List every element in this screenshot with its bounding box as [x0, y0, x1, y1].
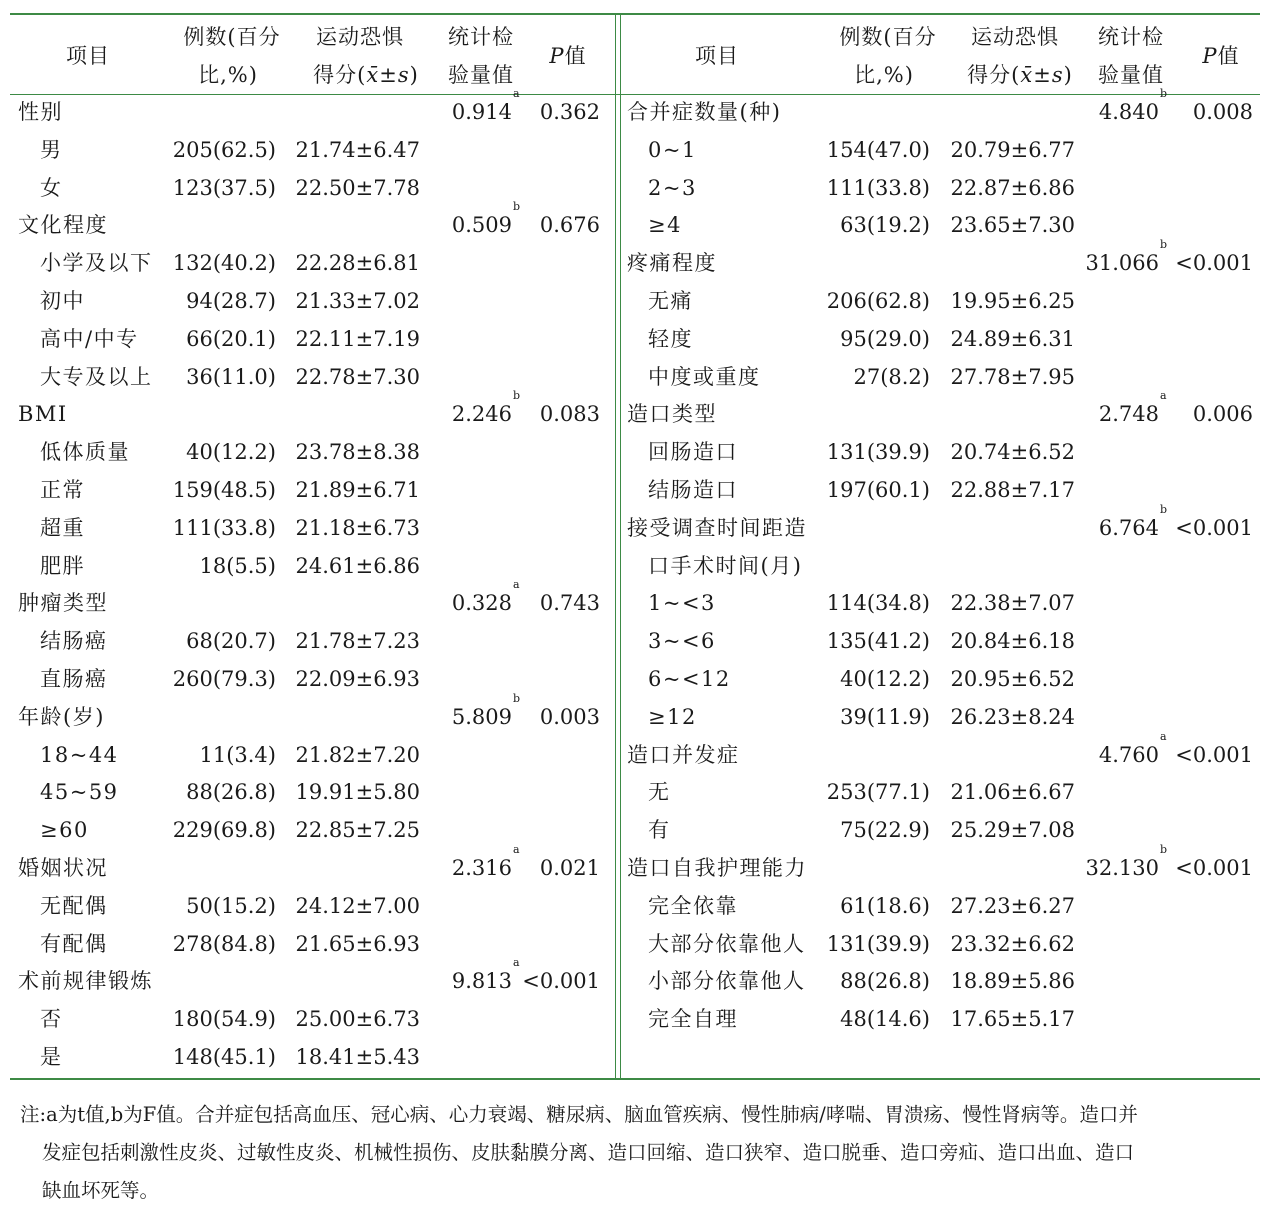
row-count: 48(14.6) [840, 1007, 930, 1032]
row-score: 21.65±6.93 [295, 931, 420, 956]
row-p-value: 0.003 [539, 704, 600, 729]
row-sub-label: 2~3 [648, 175, 697, 200]
row-score: 27.78±7.95 [950, 364, 1075, 389]
row-count: 154(47.0) [826, 137, 930, 162]
note-line-3: 缺血坏死等。 [42, 1179, 160, 1202]
header-item: 项目 [695, 44, 739, 68]
row-count: 253(77.1) [826, 780, 930, 805]
header-score-line1: 运动恐惧 [316, 25, 404, 49]
row-score: 24.61±6.86 [295, 553, 420, 578]
row-count: 40(12.2) [186, 440, 276, 465]
row-count: 260(79.3) [172, 667, 276, 691]
header-score-line2: 得分(x̄±s) [313, 63, 419, 87]
header-item: 项目 [66, 44, 110, 68]
row-stat: 4.840 [1098, 100, 1159, 124]
row-sub-label: 有配偶 [40, 931, 108, 956]
row-sub-label: 超重 [40, 515, 85, 540]
header-score-line2: 得分(x̄±s) [967, 63, 1073, 87]
row-score: 21.18±6.73 [295, 515, 420, 540]
row-count: 131(39.9) [826, 931, 930, 956]
row-sub-label: 中度或重度 [648, 364, 761, 389]
row-score: 21.89±6.71 [295, 478, 420, 502]
row-stat: 4.760 [1098, 742, 1159, 767]
row-sub-label: 轻度 [648, 326, 693, 351]
row-stat: 6.764 [1098, 515, 1159, 540]
row-count: 61(18.6) [840, 893, 930, 918]
row-group-label: 疼痛程度 [627, 251, 717, 276]
row-count: 94(28.7) [186, 289, 276, 313]
row-score: 25.00±6.73 [295, 1007, 420, 1032]
row-score: 22.85±7.25 [295, 818, 420, 843]
row-sub-label: 初中 [40, 289, 85, 313]
row-sub-label: 大专及以上 [40, 364, 153, 389]
header-count-line2: 比,%) [198, 63, 258, 87]
row-group-label: 肿瘤类型 [18, 591, 108, 616]
row-group-label: 年龄(岁) [18, 704, 105, 729]
row-p-value: 0.006 [1192, 402, 1253, 427]
row-count: 159(48.5) [172, 478, 276, 502]
row-score: 18.41±5.43 [295, 1045, 420, 1069]
row-sub-label: 男 [40, 137, 63, 162]
row-stat: 2.246 [451, 402, 512, 427]
row-count: 148(45.1) [172, 1045, 276, 1069]
row-stat: 0.509 [451, 213, 512, 238]
row-count: 180(54.9) [172, 1007, 276, 1032]
header-stat-line2: 验量值 [1098, 63, 1164, 87]
row-group-label: 性别 [18, 100, 63, 124]
row-count: 132(40.2) [172, 251, 276, 276]
row-score: 22.38±7.07 [950, 591, 1075, 616]
row-group-label: 术前规律锻炼 [18, 969, 153, 994]
row-group-label: 文化程度 [18, 213, 108, 238]
row-count: 206(62.8) [826, 289, 930, 313]
row-stat: 0.914 [451, 100, 512, 124]
row-p-value: 0.743 [539, 591, 600, 616]
row-score: 22.50±7.78 [295, 175, 420, 200]
row-count: 135(41.2) [826, 629, 930, 654]
row-score: 21.06±6.67 [950, 780, 1075, 805]
row-sub-label: 无痛 [648, 289, 693, 313]
row-p-value: 0.021 [539, 856, 600, 880]
row-count: 75(22.9) [840, 818, 930, 843]
center-divider-left [615, 13, 616, 1079]
row-score: 20.95±6.52 [950, 667, 1075, 691]
row-score: 19.95±6.25 [950, 289, 1075, 313]
row-count: 205(62.5) [172, 137, 276, 162]
row-count: 39(11.9) [840, 704, 930, 729]
row-sub-label: 口手术时间(月) [648, 553, 803, 578]
row-count: 11(3.4) [199, 742, 276, 767]
row-score: 24.12±7.00 [295, 893, 420, 918]
row-count: 27(8.2) [853, 364, 930, 389]
row-score: 21.82±7.20 [295, 742, 420, 767]
top-rule [10, 13, 1260, 15]
row-stat: 9.813 [451, 969, 512, 994]
row-sub-label: 高中/中专 [40, 326, 139, 351]
row-count: 18(5.5) [199, 553, 276, 578]
header-p: P值 [1202, 44, 1240, 68]
row-sub-label: 0~1 [648, 137, 697, 162]
row-group-label: 造口并发症 [627, 742, 740, 767]
row-score: 21.33±7.02 [295, 289, 420, 313]
row-count: 50(15.2) [186, 893, 276, 918]
row-score: 27.23±6.27 [950, 893, 1075, 918]
row-count: 95(29.0) [840, 326, 930, 351]
row-score: 19.91±5.80 [295, 780, 420, 805]
row-score: 22.88±7.17 [950, 478, 1075, 502]
row-score: 22.78±7.30 [295, 364, 420, 389]
row-count: 88(26.8) [840, 969, 930, 994]
row-score: 25.29±7.08 [950, 818, 1075, 843]
table-note [20, 1096, 1256, 1210]
row-score: 20.79±6.77 [950, 137, 1075, 162]
row-count: 278(84.8) [172, 931, 276, 956]
row-score: 21.74±6.47 [295, 137, 420, 162]
row-group-label: 造口自我护理能力 [627, 856, 807, 880]
row-sub-label: 3~<6 [648, 629, 716, 654]
row-stat: 0.328 [451, 591, 512, 616]
row-p-value: <0.001 [1175, 742, 1253, 767]
header-stat-line1: 统计检 [1098, 25, 1164, 49]
row-stat: 31.066 [1085, 251, 1159, 276]
row-score: 23.65±7.30 [950, 213, 1075, 238]
bottom-rule [10, 1078, 1260, 1080]
row-stat: 2.316 [451, 856, 512, 880]
center-divider-right [620, 13, 621, 1079]
row-sub-label: ≥12 [648, 704, 697, 729]
row-score: 24.89±6.31 [950, 326, 1075, 351]
row-p-value: <0.001 [1175, 856, 1253, 880]
row-sub-label: 回肠造口 [648, 440, 738, 465]
row-count: 197(60.1) [826, 478, 930, 502]
row-p-value: <0.001 [1175, 515, 1253, 540]
row-count: 36(11.0) [186, 364, 276, 389]
row-group-label: 婚姻状况 [18, 856, 108, 880]
header-score-line1: 运动恐惧 [971, 25, 1059, 49]
row-sub-label: 直肠癌 [40, 667, 108, 691]
row-group-label: 合并症数量(种) [627, 100, 782, 124]
note-line-2: 发症包括刺激性皮炎、过敏性皮炎、机械性损伤、皮肤黏膜分离、造口回缩、造口狭窄、造口脱垂、造口旁疝、造口出血、造口 [42, 1141, 1135, 1164]
row-sub-label: 有 [648, 818, 671, 843]
row-score: 21.78±7.23 [295, 629, 420, 654]
row-score: 22.28±6.81 [295, 251, 420, 276]
row-count: 229(69.8) [172, 818, 276, 843]
row-p-value: 0.008 [1192, 100, 1253, 124]
row-sub-label: 结肠造口 [648, 478, 738, 502]
header-stat-line1: 统计检 [448, 25, 514, 49]
row-count: 123(37.5) [172, 175, 276, 200]
row-sub-label: 无配偶 [40, 893, 108, 918]
row-sub-label: 小学及以下 [40, 251, 153, 276]
row-count: 68(20.7) [186, 629, 276, 654]
row-count: 114(34.8) [826, 591, 930, 616]
row-p-value: 0.083 [539, 402, 600, 427]
row-sub-label: 是 [40, 1045, 63, 1069]
row-score: 22.11±7.19 [295, 326, 420, 351]
row-score: 22.09±6.93 [295, 667, 420, 691]
row-count: 111(33.8) [826, 175, 930, 200]
row-group-label: 接受调查时间距造 [627, 515, 807, 540]
row-sub-label: 大部分依靠他人 [648, 931, 806, 956]
row-sub-label: ≥4 [648, 213, 682, 238]
row-sub-label: 肥胖 [40, 553, 85, 578]
row-sub-label: 无 [648, 780, 671, 805]
row-group-label: 造口类型 [627, 402, 717, 427]
row-stat: 2.748 [1098, 402, 1159, 427]
header-count-line1: 例数(百分 [183, 25, 281, 49]
row-p-value: <0.001 [522, 969, 600, 994]
row-p-value: 0.362 [539, 100, 600, 124]
row-sub-label: ≥60 [40, 818, 89, 843]
row-stat: 32.130 [1085, 856, 1159, 880]
row-p-value: <0.001 [1175, 251, 1253, 276]
row-sub-label: 否 [40, 1007, 63, 1032]
row-sub-label: 18~44 [40, 742, 119, 767]
row-score: 18.89±5.86 [950, 969, 1075, 994]
row-p-value: 0.676 [539, 213, 600, 238]
row-count: 88(26.8) [186, 780, 276, 805]
row-sub-label: 低体质量 [40, 440, 130, 465]
row-count: 131(39.9) [826, 440, 930, 465]
row-score: 20.84±6.18 [950, 629, 1075, 654]
row-score: 23.32±6.62 [950, 931, 1075, 956]
row-score: 23.78±8.38 [295, 440, 420, 465]
row-score: 22.87±6.86 [950, 175, 1075, 200]
row-sub-label: 完全自理 [648, 1007, 738, 1032]
row-stat: 5.809 [451, 704, 512, 729]
row-score: 26.23±8.24 [950, 704, 1075, 729]
header-count-line1: 例数(百分 [839, 25, 937, 49]
row-sub-label: 1~<3 [648, 591, 716, 616]
row-count: 66(20.1) [186, 326, 276, 351]
row-sub-label: 正常 [40, 478, 85, 502]
row-score: 20.74±6.52 [950, 440, 1075, 465]
row-count: 111(33.8) [172, 515, 276, 540]
header-p: P值 [549, 44, 587, 68]
header-count-line2: 比,%) [854, 63, 914, 87]
row-count: 63(19.2) [840, 213, 930, 238]
row-sub-label: 45~59 [40, 780, 119, 805]
row-sub-label: 女 [40, 175, 63, 200]
header-rule [10, 94, 1260, 95]
row-group-label: BMI [18, 402, 68, 427]
row-sub-label: 结肠癌 [40, 629, 108, 654]
row-sub-label: 小部分依靠他人 [648, 969, 806, 994]
row-count: 40(12.2) [840, 667, 930, 691]
row-sub-label: 完全依靠 [648, 893, 738, 918]
header-stat-line2: 验量值 [448, 63, 514, 87]
row-sub-label: 6~<12 [648, 667, 731, 691]
note-line-1: 注:a为t值,b为F值。合并症包括高血压、冠心病、心力衰竭、糖尿病、脑血管疾病、慢性肺病/哮喘、胃溃疡、慢性肾病等。造口并 [20, 1103, 1138, 1126]
row-score: 17.65±5.17 [950, 1007, 1075, 1032]
